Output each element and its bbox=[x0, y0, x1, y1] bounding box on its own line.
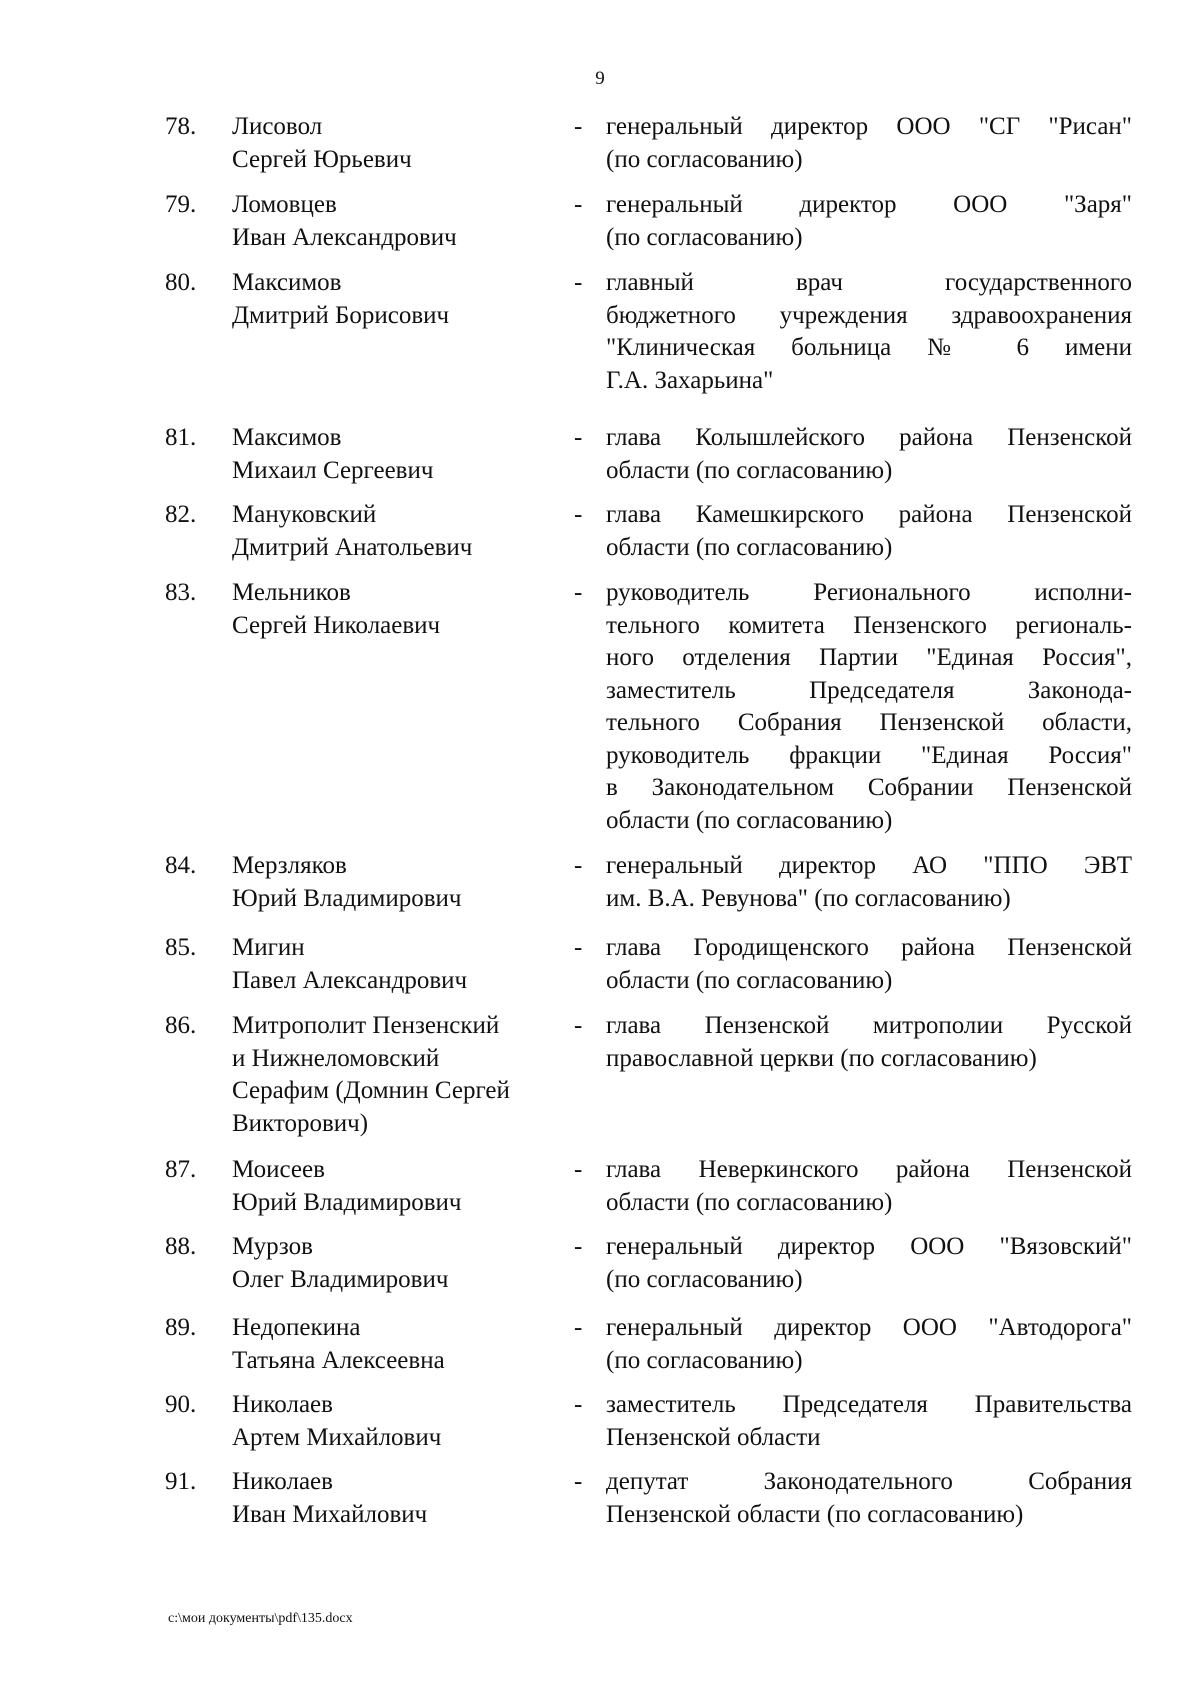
entry-dash: - bbox=[574, 579, 583, 606]
desc-line: (по согласованию) bbox=[606, 145, 803, 173]
entry-dash: - bbox=[574, 1314, 583, 1341]
entry-number: 85. bbox=[165, 934, 197, 961]
desc-line: депутат Законодательного Собрания bbox=[606, 1468, 1132, 1495]
desc-line: области (по согласованию) bbox=[606, 456, 893, 484]
desc-line: генеральный директор ООО "Заря" bbox=[606, 191, 1132, 218]
name-line: Максимов bbox=[232, 424, 342, 451]
name-line: Моисеев bbox=[232, 1156, 325, 1183]
name-line: Митрополит Пензенский bbox=[232, 1012, 500, 1039]
name-line: Мерзляков bbox=[232, 852, 347, 879]
entry-number: 78. bbox=[165, 113, 197, 140]
entry-name bbox=[232, 422, 552, 487]
desc-line: глава Камешкирского района Пензенской bbox=[606, 501, 1132, 528]
entry-dash: - bbox=[574, 934, 583, 961]
desc-line: области (по согласованию) bbox=[606, 966, 893, 994]
entry-description bbox=[606, 1389, 1132, 1454]
entry-description bbox=[606, 577, 1132, 837]
entry-name bbox=[232, 1389, 552, 1454]
name-line: Серафим (Домнин Сергей bbox=[232, 1077, 510, 1104]
desc-line: Г.А. Захарьина" bbox=[606, 366, 774, 394]
desc-line: генеральный директор АО "ППО ЭВТ bbox=[606, 852, 1132, 879]
name-line: Мельников bbox=[232, 579, 351, 606]
entry-description bbox=[606, 267, 1132, 397]
entry-description bbox=[606, 111, 1132, 176]
entry-dash: - bbox=[574, 1233, 583, 1260]
entry-number: 90. bbox=[165, 1391, 197, 1418]
name-line: Мурзов bbox=[232, 1233, 313, 1260]
entry-name bbox=[232, 850, 552, 915]
desc-line: области (по согласованию) bbox=[606, 533, 893, 561]
name-line: Сергей Николаевич bbox=[232, 611, 441, 639]
entry-number: 84. bbox=[165, 852, 197, 879]
entry-name bbox=[232, 267, 552, 332]
desc-line: глава Городищенского района Пензенской bbox=[606, 934, 1132, 961]
entry-name bbox=[232, 1010, 552, 1140]
name-line: Мануковский bbox=[232, 501, 377, 528]
desc-line: руководитель фракции "Единая Россия" bbox=[606, 741, 1132, 769]
desc-line: глава Пензенской митрополии Русской bbox=[606, 1012, 1132, 1039]
entry-number: 80. bbox=[165, 269, 197, 296]
name-line: и Нижнеломовский bbox=[232, 1044, 440, 1072]
entry-number: 89. bbox=[165, 1314, 197, 1341]
desc-line: заместитель Председателя Правительства bbox=[606, 1391, 1132, 1418]
desc-line: заместитель Председателя Законода- bbox=[606, 676, 1132, 704]
entry-dash: - bbox=[574, 501, 583, 528]
name-line: Мигин bbox=[232, 934, 305, 961]
name-line: Недопекина bbox=[232, 1314, 361, 1341]
name-line: Михаил Сергеевич bbox=[232, 456, 434, 484]
entry-description bbox=[606, 932, 1132, 997]
desc-line: (по согласованию) bbox=[606, 1346, 803, 1374]
name-line: Дмитрий Борисович bbox=[232, 301, 450, 329]
entry-description bbox=[606, 850, 1132, 915]
name-line: Татьяна Алексеевна bbox=[232, 1346, 445, 1374]
entry-description bbox=[606, 422, 1132, 487]
footer-file-path: c:\мои документы\pdf\135.docx bbox=[168, 1611, 353, 1626]
entry-description bbox=[606, 189, 1132, 254]
entry-name bbox=[232, 111, 552, 176]
entry-dash: - bbox=[574, 1156, 583, 1183]
desc-line: руководитель Регионального исполни- bbox=[606, 579, 1132, 606]
desc-line: тельного комитета Пензенского региональ- bbox=[606, 611, 1132, 639]
entry-dash: - bbox=[574, 1391, 583, 1418]
desc-line: "Клиническая больница № 6 имени bbox=[606, 334, 1132, 361]
entry-description bbox=[606, 1231, 1132, 1296]
desc-line: области (по согласованию) bbox=[606, 1188, 893, 1216]
name-line: Сергей Юрьевич bbox=[232, 145, 412, 173]
name-line: Николаев bbox=[232, 1468, 333, 1495]
entry-number: 91. bbox=[165, 1468, 197, 1495]
desc-line: главный врач государственного bbox=[606, 269, 1132, 296]
entry-name bbox=[232, 189, 552, 254]
desc-line: в Законодательном Собрании Пензенской bbox=[606, 774, 1132, 801]
entry-name bbox=[232, 1466, 552, 1531]
entry-dash: - bbox=[574, 1468, 583, 1495]
page-number: 9 bbox=[595, 68, 605, 89]
desc-line: глава Неверкинского района Пензенской bbox=[606, 1156, 1132, 1183]
desc-line: Пензенской области bbox=[606, 1423, 821, 1451]
entry-number: 83. bbox=[165, 579, 197, 606]
name-line: Иван Александрович bbox=[232, 223, 457, 251]
entry-dash: - bbox=[574, 424, 583, 451]
desc-line: генеральный директор ООО "СГ "Рисан" bbox=[606, 113, 1132, 140]
name-line: Юрий Владимирович bbox=[232, 884, 462, 912]
entry-name bbox=[232, 932, 552, 997]
entry-name bbox=[232, 499, 552, 564]
entry-number: 79. bbox=[165, 191, 197, 218]
name-line: Лисовол bbox=[232, 113, 323, 140]
entry-dash: - bbox=[574, 269, 583, 296]
entry-number: 81. bbox=[165, 424, 197, 451]
entry-name bbox=[232, 577, 552, 642]
entry-dash: - bbox=[574, 113, 583, 140]
entry-dash: - bbox=[574, 191, 583, 218]
desc-line: области (по согласованию) bbox=[606, 806, 893, 834]
name-line: Иван Михайлович bbox=[232, 1500, 428, 1528]
name-line: Максимов bbox=[232, 269, 342, 296]
desc-line: Пензенской области (по согласованию) bbox=[606, 1500, 1024, 1528]
name-line: Дмитрий Анатольевич bbox=[232, 533, 473, 561]
name-line: Ломовцев bbox=[232, 191, 337, 218]
entry-name bbox=[232, 1231, 552, 1296]
name-line: Викторович) bbox=[232, 1109, 369, 1137]
entry-number: 88. bbox=[165, 1233, 197, 1260]
name-line: Артем Михайлович bbox=[232, 1423, 442, 1451]
entry-description bbox=[606, 1312, 1132, 1377]
entry-number: 86. bbox=[165, 1012, 197, 1039]
name-line: Павел Александрович bbox=[232, 966, 468, 994]
name-line: Николаев bbox=[232, 1391, 333, 1418]
desc-line: глава Колышлейского района Пензенской bbox=[606, 424, 1132, 451]
entry-name bbox=[232, 1154, 552, 1219]
desc-line: генеральный директор ООО "Вязовский" bbox=[606, 1233, 1132, 1260]
desc-line: православной церкви (по согласованию) bbox=[606, 1044, 1037, 1072]
entry-description bbox=[606, 1010, 1132, 1075]
desc-line: бюджетного учреждения здравоохранения bbox=[606, 301, 1132, 329]
entry-description bbox=[606, 1154, 1132, 1219]
desc-line: (по согласованию) bbox=[606, 1265, 803, 1293]
name-line: Олег Владимирович bbox=[232, 1265, 449, 1293]
desc-line: тельного Собрания Пензенской области, bbox=[606, 709, 1132, 736]
name-line: Юрий Владимирович bbox=[232, 1188, 462, 1216]
desc-line: ного отделения Партии "Единая Россия", bbox=[606, 644, 1132, 671]
desc-line: генеральный директор ООО "Автодорога" bbox=[606, 1314, 1132, 1341]
entry-description bbox=[606, 1466, 1132, 1531]
entry-name bbox=[232, 1312, 552, 1377]
desc-line: (по согласованию) bbox=[606, 223, 803, 251]
entry-number: 87. bbox=[165, 1156, 197, 1183]
entry-description bbox=[606, 499, 1132, 564]
entry-dash: - bbox=[574, 1012, 583, 1039]
entry-number: 82. bbox=[165, 501, 197, 528]
desc-line: им. В.А. Ревунова" (по согласованию) bbox=[606, 884, 1011, 912]
entry-dash: - bbox=[574, 852, 583, 879]
